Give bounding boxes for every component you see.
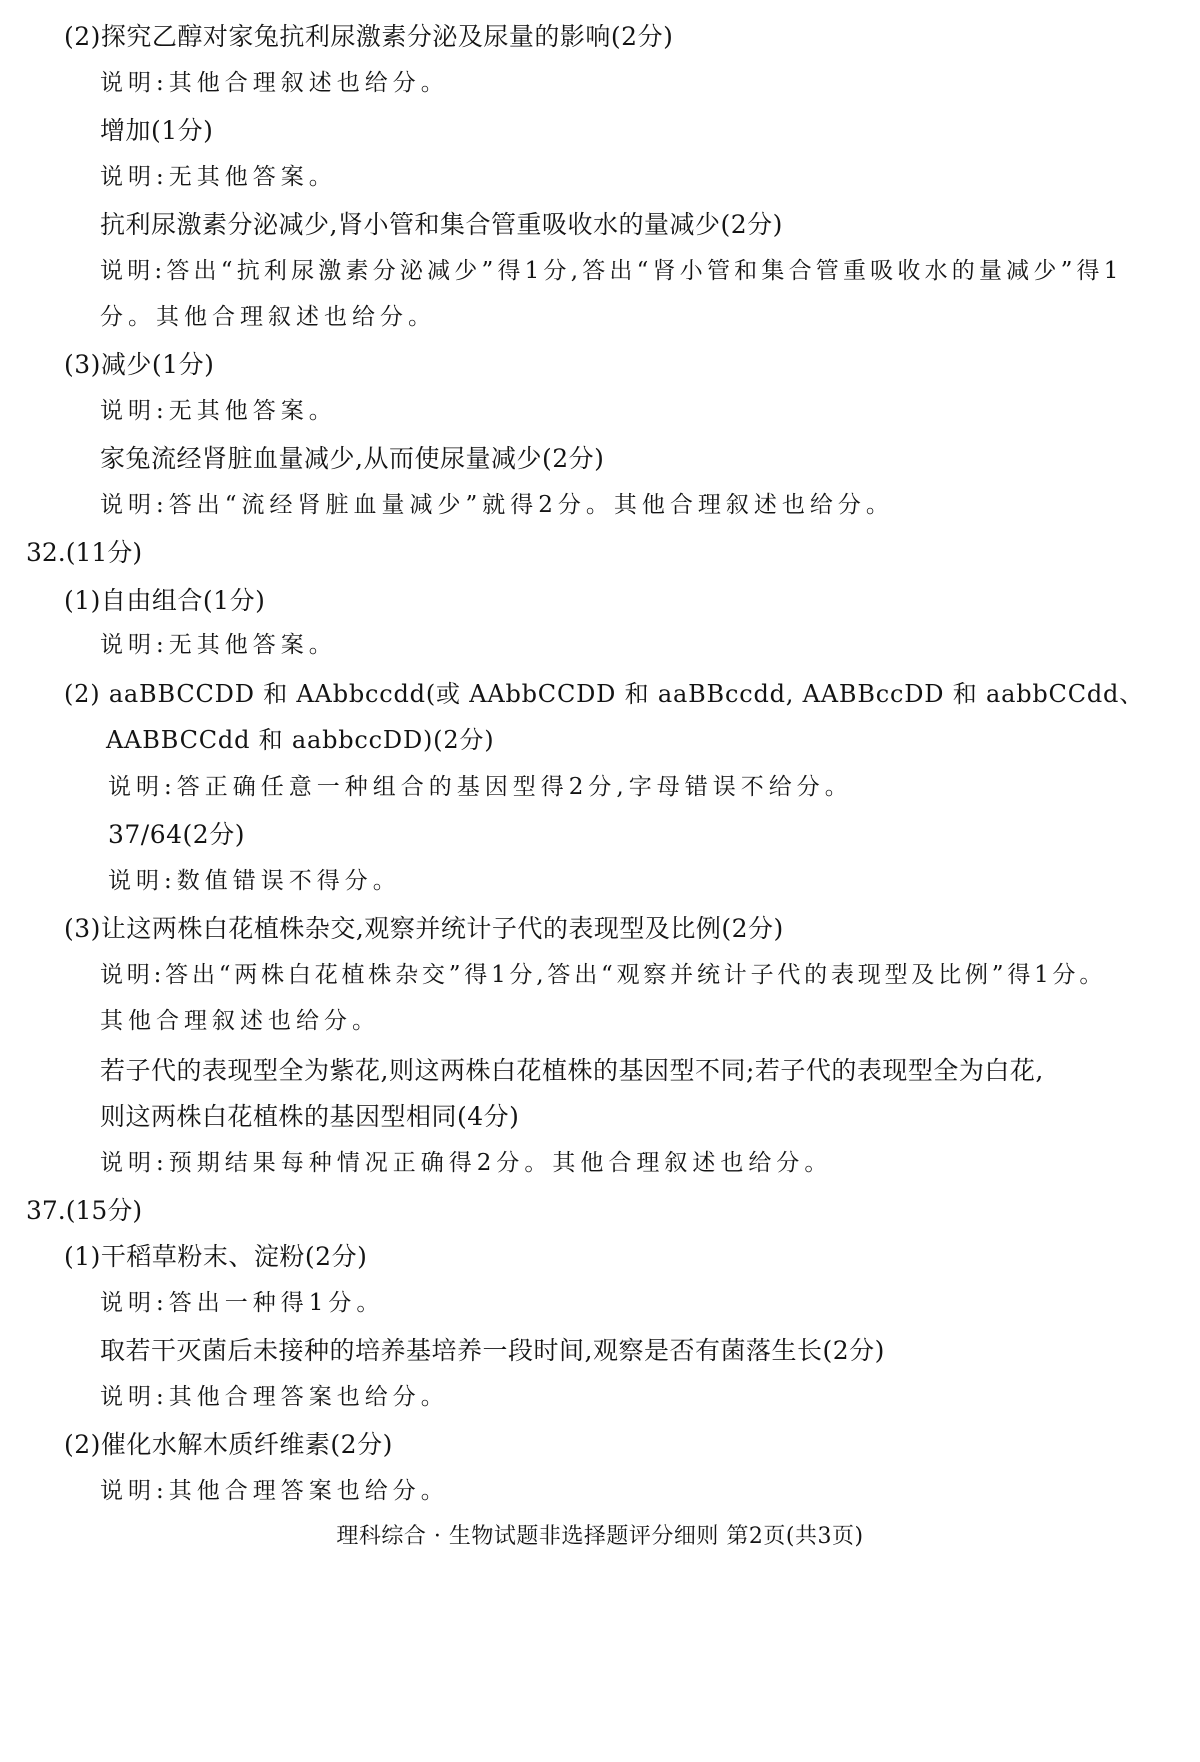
- q31-part2-note3-line1: 说明:答出“抗利尿激素分泌减少”得1分,答出“肾小管和集合管重吸收水的量减少”得1: [100, 258, 1123, 284]
- q37-part1-note1: 说明:答出一种得1分。: [100, 1290, 385, 1316]
- q31-part3-note2: 说明:答出“流经肾脏血量减少”就得2分。其他合理叙述也给分。: [100, 492, 894, 518]
- q31-part2-answer2: 增加(1分): [100, 116, 214, 145]
- q32-part3-answer2-line2: 则这两株白花植株的基因型相同(4分): [100, 1102, 520, 1131]
- q37-part2-note: 说明:其他合理答案也给分。: [100, 1478, 449, 1504]
- q32-part3-note2: 说明:预期结果每种情况正确得2分。其他合理叙述也给分。: [100, 1150, 833, 1176]
- q37-part1-note2: 说明:其他合理答案也给分。: [100, 1384, 449, 1410]
- q31-part2-note1: 说明:其他合理叙述也给分。: [100, 70, 449, 96]
- q32-part1-note: 说明:无其他答案。: [100, 632, 337, 658]
- q31-part3-heading: (3)减少(1分): [64, 350, 215, 379]
- q37-header: 37.(15分): [26, 1196, 143, 1225]
- q32-part3-heading: (3)让这两株白花植株杂交,观察并统计子代的表现型及比例(2分): [64, 914, 784, 943]
- q32-part3-note1-line1: 说明:答出“两株白花植株杂交”得1分,答出“观察并统计子代的表现型及比例”得1分。: [100, 962, 1107, 988]
- q32-part3-answer2-line1: 若子代的表现型全为紫花,则这两株白花植株的基因型不同;若子代的表现型全为白花,: [100, 1056, 1044, 1085]
- q31-part2-note2: 说明:无其他答案。: [100, 164, 337, 190]
- q31-part3-note1: 说明:无其他答案。: [100, 398, 337, 424]
- q32-part2-note1: 说明:答正确任意一种组合的基因型得2分,字母错误不给分。: [108, 774, 853, 800]
- q31-part2-answer3: 抗利尿激素分泌减少,肾小管和集合管重吸收水的量减少(2分): [100, 210, 783, 239]
- q37-part2-heading: (2)催化水解木质纤维素(2分): [64, 1430, 393, 1459]
- q32-part2-line2: AABBCCdd 和 aabbccDD)(2分): [106, 726, 495, 754]
- q32-header: 32.(11分): [26, 538, 143, 567]
- q32-part2-line1: (2) aaBBCCDD 和 AAbbccdd(或 AAbbCCDD 和 aaBBccdd, AABBccDD 和 aabbCCdd、: [64, 680, 1144, 708]
- q31-part2-note3-line2: 分。其他合理叙述也给分。: [100, 304, 436, 330]
- page-footer: 理科综合 · 生物试题非选择题评分细则 第2页(共3页): [336, 1524, 864, 1549]
- q32-part2-note2: 说明:数值错误不得分。: [108, 868, 401, 894]
- q32-part2-answer2: 37/64(2分): [108, 820, 245, 849]
- q31-part2-heading: (2)探究乙醇对家兔抗利尿激素分泌及尿量的影响(2分): [64, 22, 674, 51]
- q37-part1-heading: (1)干稻草粉末、淀粉(2分): [64, 1242, 368, 1271]
- q32-part3-note1-line2: 其他合理叙述也给分。: [100, 1008, 380, 1034]
- q31-part3-answer2: 家兔流经肾脏血量减少,从而使尿量减少(2分): [100, 444, 605, 473]
- q32-part1-heading: (1)自由组合(1分): [64, 586, 266, 615]
- q37-part1-answer2: 取若干灭菌后未接种的培养基培养一段时间,观察是否有菌落生长(2分): [100, 1336, 885, 1365]
